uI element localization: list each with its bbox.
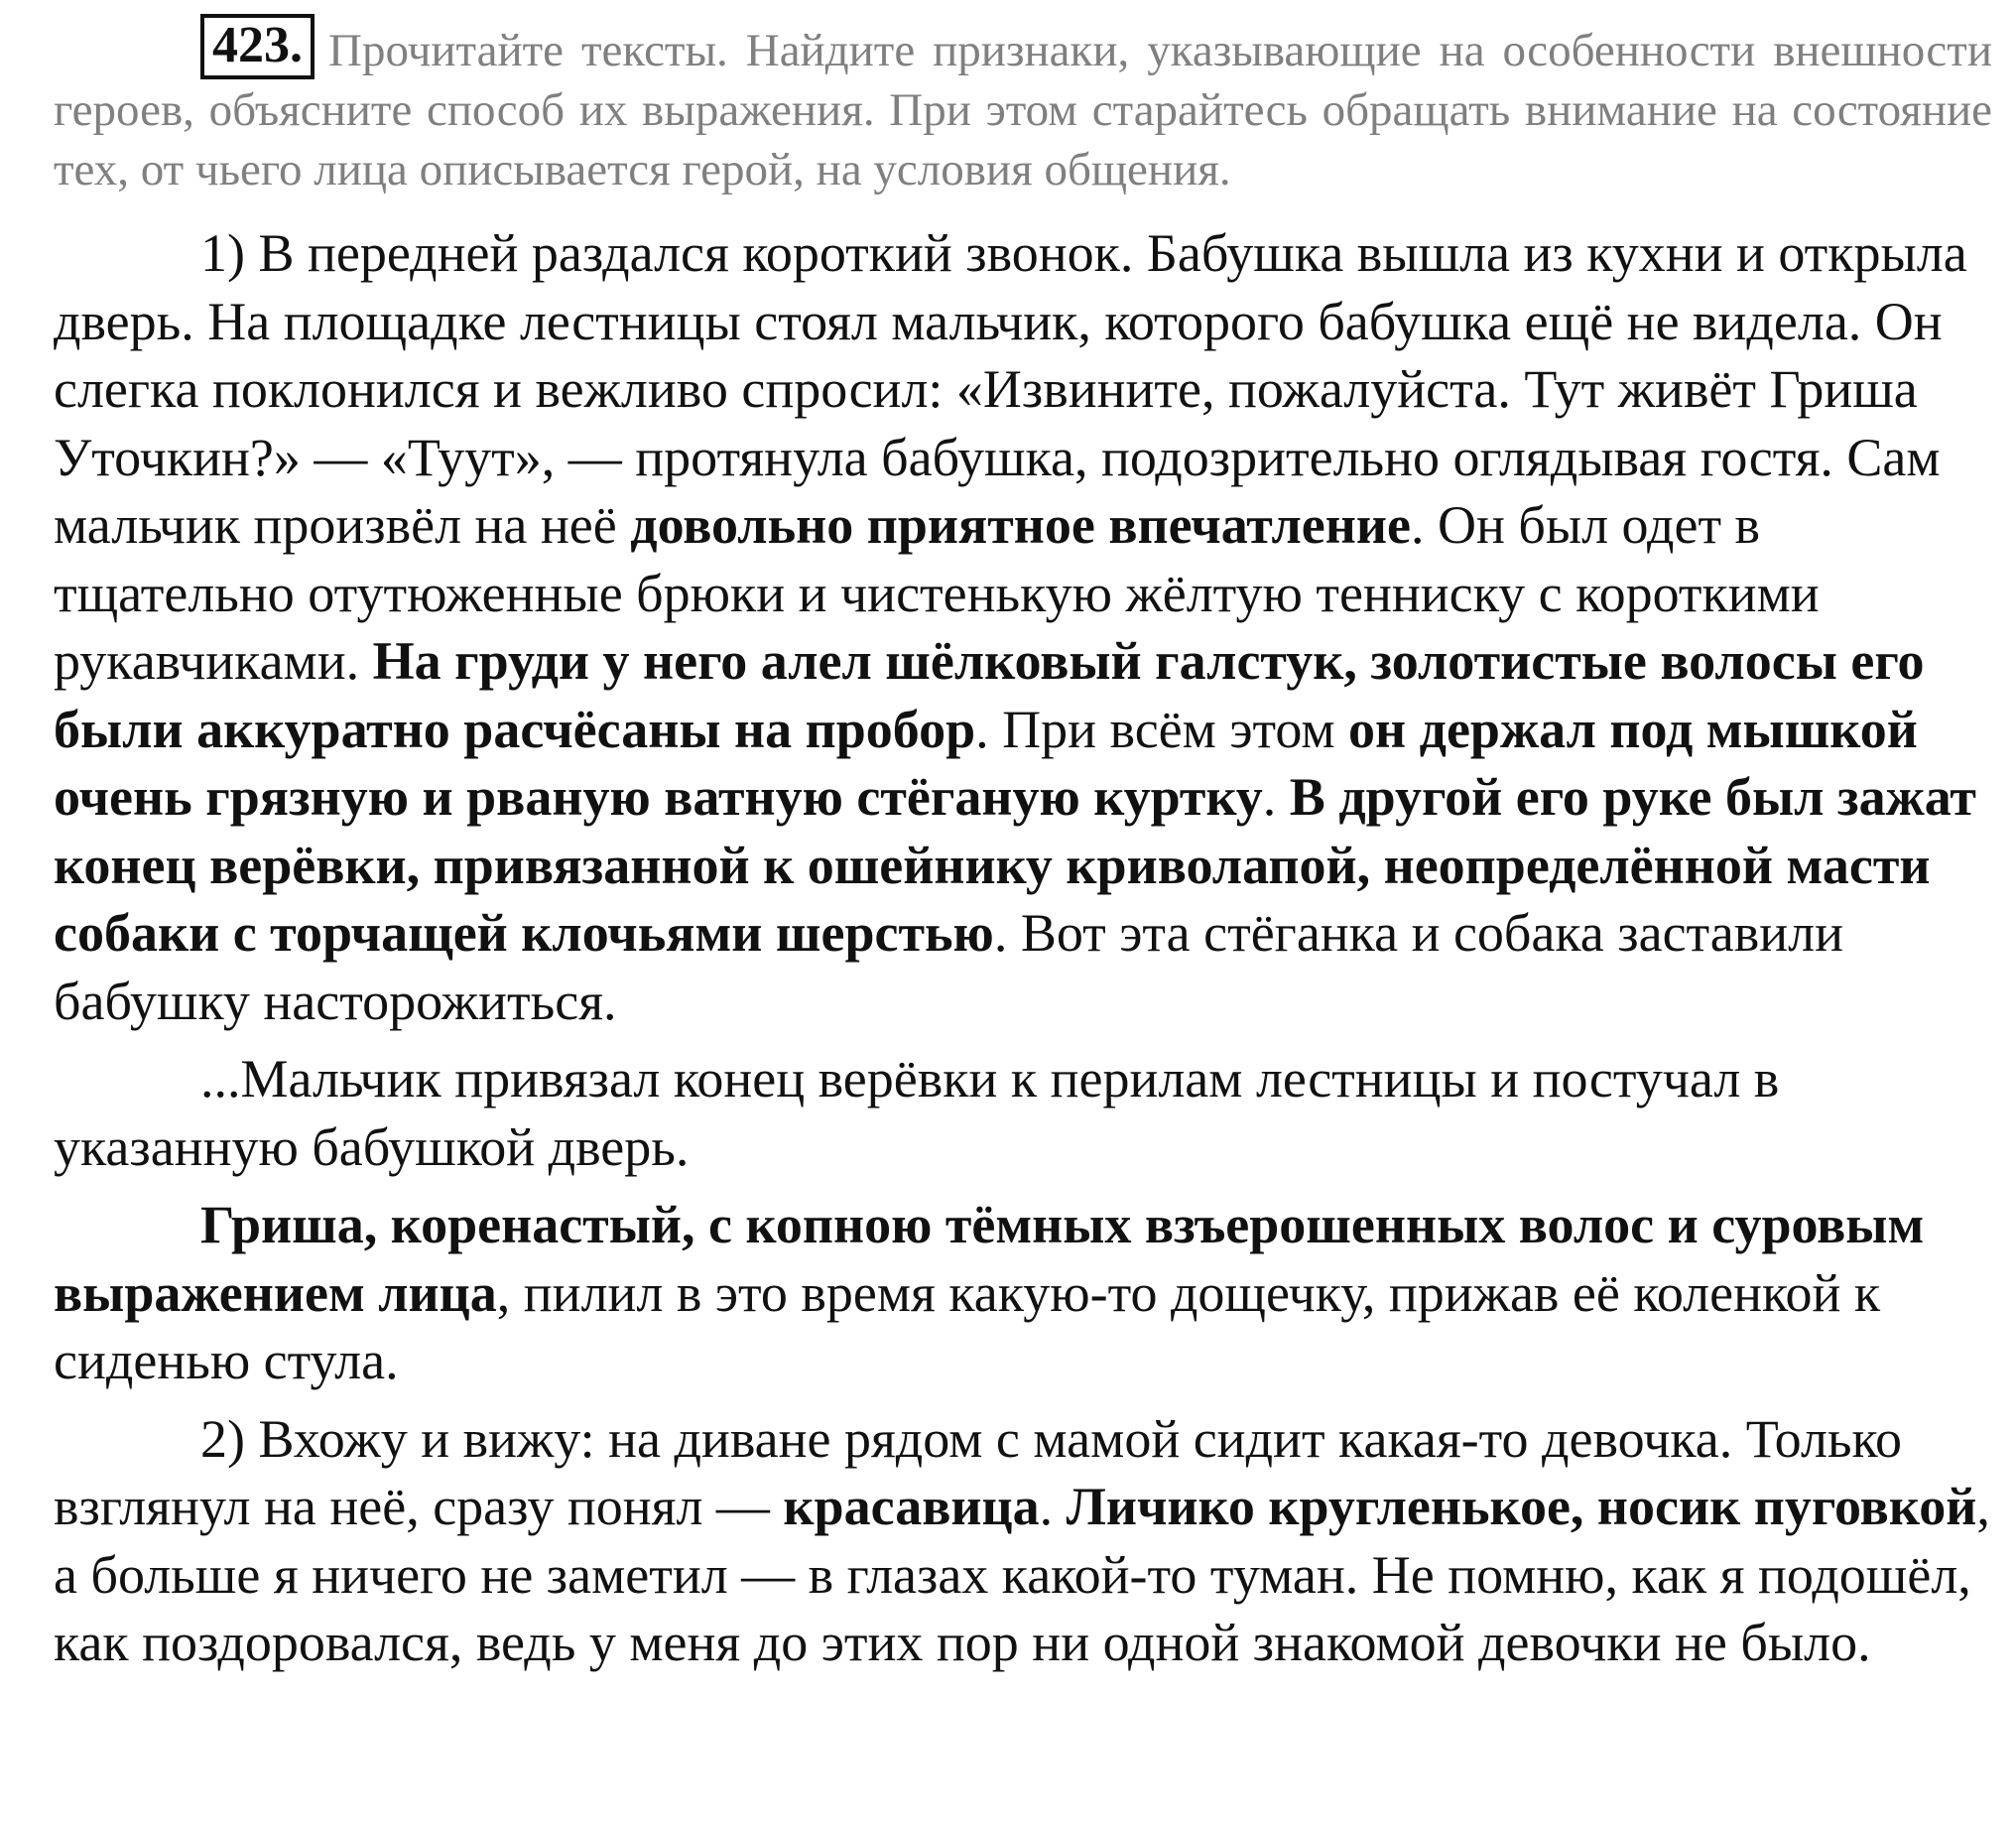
text2-paragraph1 <box>54 1405 1992 1677</box>
text-run: . <box>1039 1477 1067 1536</box>
text1-paragraph1 <box>54 219 1992 1035</box>
text-run: . Вот эта стёганка и собака заставили бабушку насторожиться. <box>54 903 1843 1031</box>
text-run: 2) Вхожу и вижу: на диване рядом с мамой сидит какая-то девочка. Только взглянул на неё, сразу понял — <box>54 1408 1903 1536</box>
instruction-text: Прочитайте тексты. Найдите признаки, указывающие на особенности внешности героев, объясните способ их выражения. При этом старайтесь обращать внимание на состояние тех, от чьего лица описывается герой, на условия общения. <box>54 25 1992 196</box>
text-run: , а больше я ничего не заметил — в глазах какой-то туман. Не помню, как я подошёл, как поздоровался, ведь у меня до этих пор ни одной знакомой девочки не было. <box>54 1477 1990 1672</box>
bold-phrase: Гриша, коренастый, с копною тёмных взъерошенных волос и суровым выражением лица <box>54 1195 1925 1323</box>
exercise-number: 423. <box>200 14 315 79</box>
bold-phrase: красавица <box>783 1477 1040 1536</box>
text1-paragraph3 <box>54 1191 1992 1395</box>
text1-paragraph2: ...Мальчик привязал конец верёвки к перилам лестницы и постучал в указанную бабушкой дверь. <box>54 1049 1780 1177</box>
bold-phrase: На груди у него алел шёлковый галстук, золотистые волосы его были аккуратно расчёсаны на пробор <box>54 631 1925 759</box>
bold-phrase: Личико кругленькое, носик пуговкой <box>1066 1477 1977 1536</box>
bold-phrase: довольно приятное впечатление <box>630 495 1411 555</box>
text-run: . <box>1262 767 1290 827</box>
text-run: , пилил в это время какую-то дощечку, прижав её коленкой к сиденью стула. <box>54 1262 1881 1390</box>
text-run: . При всём этом <box>975 699 1349 759</box>
text-run: 1) В передней раздался короткий звонок. Бабушка вышла из кухни и открыла дверь. На площадке лестницы стоял мальчик, которого бабушка ещё не видела. Он слегка поклонился и вежливо спросил: «Извините, пожалуйста. Тут живёт Гриша Уточкин?» — «Туут», — протянула бабушка, подозрительно оглядывая гостя. Сам мальчик произвёл на неё <box>54 223 1967 555</box>
exercise-instruction <box>54 14 1992 199</box>
text-run: . Он был одет в тщательно отутюженные брюки и чистенькую жёлтую тенниску с короткими рукавчиками. <box>54 495 1820 691</box>
bold-phrase: В другой его руке был зажат конец верёвки, привязанной к ошейнику криволапой, неопределённой масти собаки с торчащей клочьями шерстью <box>54 767 1976 963</box>
bold-phrase: он держал под мышкой очень грязную и рваную ватную стёганую куртку <box>54 699 1918 827</box>
